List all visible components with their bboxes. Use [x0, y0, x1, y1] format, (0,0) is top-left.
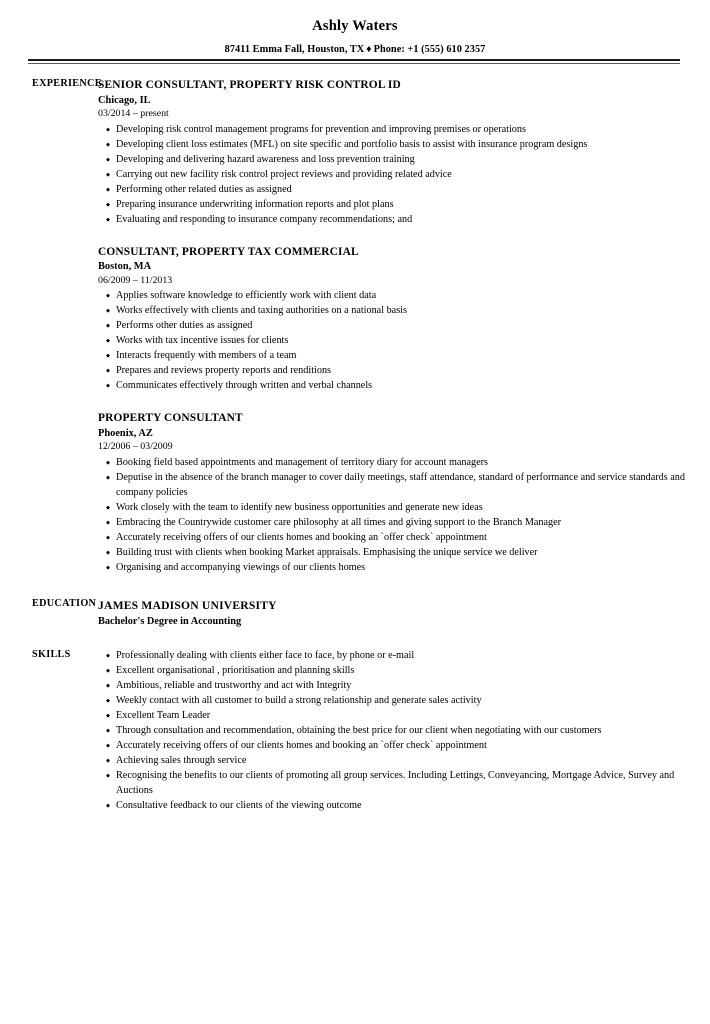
bullet-item: ◆ Interacts frequently with members of a team [98, 349, 688, 364]
job-location: Boston, MA [98, 261, 152, 273]
bullet-list [98, 649, 688, 814]
job-dates: 06/2009 – 11/2013 [98, 274, 173, 286]
contact-line [0, 44, 710, 55]
experience-section [0, 78, 710, 576]
bullet-item: ◆ Accurately receiving offers of our clients homes and booking an `offer check` appointment [98, 531, 688, 546]
bullet-item: ◆ Evaluating and responding to insurance company recommendations; and [98, 213, 688, 228]
bullet-item: ◆ Performing other related duties as assigned [98, 183, 688, 198]
candidate-name: Ashly Waters [312, 18, 398, 34]
section-label-experience: EXPERIENCE [32, 77, 102, 89]
bullet-item: ◆ Preparing insurance underwriting information reports and plot plans [98, 198, 688, 213]
bullet-item: ◆ Booking field based appointments and management of territory diary for account managers [98, 456, 688, 471]
bullet-item: ◆ Developing client loss estimates (MFL) on site specific and portfolio basis to assist with insurance program designs [98, 138, 688, 153]
job-title: SENIOR CONSULTANT, PROPERTY RISK CONTROL ID [98, 78, 401, 91]
education-school: JAMES MADISON UNIVERSITY [98, 598, 277, 612]
bullet-item: ◆ Consultative feedback to our clients of the viewing outcome [98, 799, 688, 814]
job-location: Chicago, IL [98, 94, 151, 106]
bullet-item: ◆ Excellent Team Leader [98, 709, 688, 724]
job-title: PROPERTY CONSULTANT [98, 412, 243, 425]
bullet-item: ◆ Deputise in the absence of the branch manager to cover daily meetings, staff attendance, standard of performance and service standards and company policies [98, 471, 688, 501]
job-title: CONSULTANT, PROPERTY TAX COMMERCIAL [98, 245, 359, 258]
bullet-item: ◆ Carrying out new facility risk control project reviews and providing related advice [98, 168, 688, 183]
job-dates: 12/2006 – 03/2009 [98, 441, 173, 453]
bullet-list [98, 289, 688, 394]
bullet-list [98, 123, 688, 228]
bullet-item: ◆ Works with tax incentive issues for clients [98, 334, 688, 349]
bullet-item: ◆ Performs other duties as assigned [98, 319, 688, 334]
job-entry [98, 411, 688, 576]
bullet-item: ◆ Embracing the Countrywide customer care philosophy at all times and giving support to the Branch Manager [98, 516, 688, 531]
job-entry [98, 78, 688, 228]
section-label-education: EDUCATION [32, 597, 97, 609]
bullet-item: ◆ Weekly contact with all customer to build a strong relationship and generate sales activity [98, 694, 688, 709]
bullet-item: ◆ Works effectively with clients and taxing authorities on a national basis [98, 304, 688, 319]
bullet-item: ◆ Developing and delivering hazard awareness and loss prevention training [98, 153, 688, 168]
education-entry [98, 598, 688, 629]
education-degree: Bachelor's Degree in Accounting [98, 615, 242, 627]
experience-entries [98, 78, 710, 576]
education-entries [98, 598, 710, 629]
bullet-item: ◆ Professionally dealing with clients either face to face, by phone or e-mail [98, 649, 688, 664]
bullet-list [98, 456, 688, 576]
diamond-separator-icon: ♦ [366, 44, 372, 56]
bullet-item: ◆ Organising and accompanying viewings of our clients homes [98, 561, 688, 576]
education-section [0, 598, 710, 629]
bullet-item: ◆ Prepares and reviews property reports and renditions [98, 364, 688, 379]
contact-phone: Phone: +1 (555) 610 2357 [373, 44, 486, 56]
bullet-item: ◆ Accurately receiving offers of our clients homes and booking an `offer check` appointment [98, 739, 688, 754]
bullet-item: ◆ Achieving sales through service [98, 754, 688, 769]
bullet-item: ◆ Applies software knowledge to efficiently work with client data [98, 289, 688, 304]
resume-header [0, 0, 710, 64]
skills-section [0, 649, 710, 814]
bullet-item: ◆ Excellent organisational , prioritisation and planning skills [98, 664, 688, 679]
bullet-item: ◆ Work closely with the team to identify new business opportunities and generate new ideas [98, 501, 688, 516]
job-dates: 03/2014 – present [98, 107, 169, 119]
job-location: Phoenix, AZ [98, 428, 153, 440]
skills-entries [98, 649, 710, 814]
bullet-item: ◆ Ambitious, reliable and trustworthy and act with Integrity [98, 679, 688, 694]
contact-address: 87411 Emma Fall, Houston, TX [224, 44, 365, 56]
header-divider [28, 59, 680, 64]
bullet-item: ◆ Through consultation and recommendation, obtaining the best price for our client when negotiating with our customers [98, 724, 688, 739]
bullet-item: ◆ Building trust with clients when booking Market appraisals. Emphasising the unique service we deliver [98, 546, 688, 561]
bullet-item: ◆ Communicates effectively through written and verbal channels [98, 379, 688, 394]
bullet-item: ◆ Recognising the benefits to our clients of promoting all group services. Including Lettings, Conveyancing, Mortgage Advice, Survey and Auctions [98, 769, 688, 799]
job-entry [98, 245, 688, 395]
section-label-skills: SKILLS [32, 648, 71, 660]
bullet-item: ◆ Developing risk control management programs for prevention and improving premises or operations [98, 123, 688, 138]
